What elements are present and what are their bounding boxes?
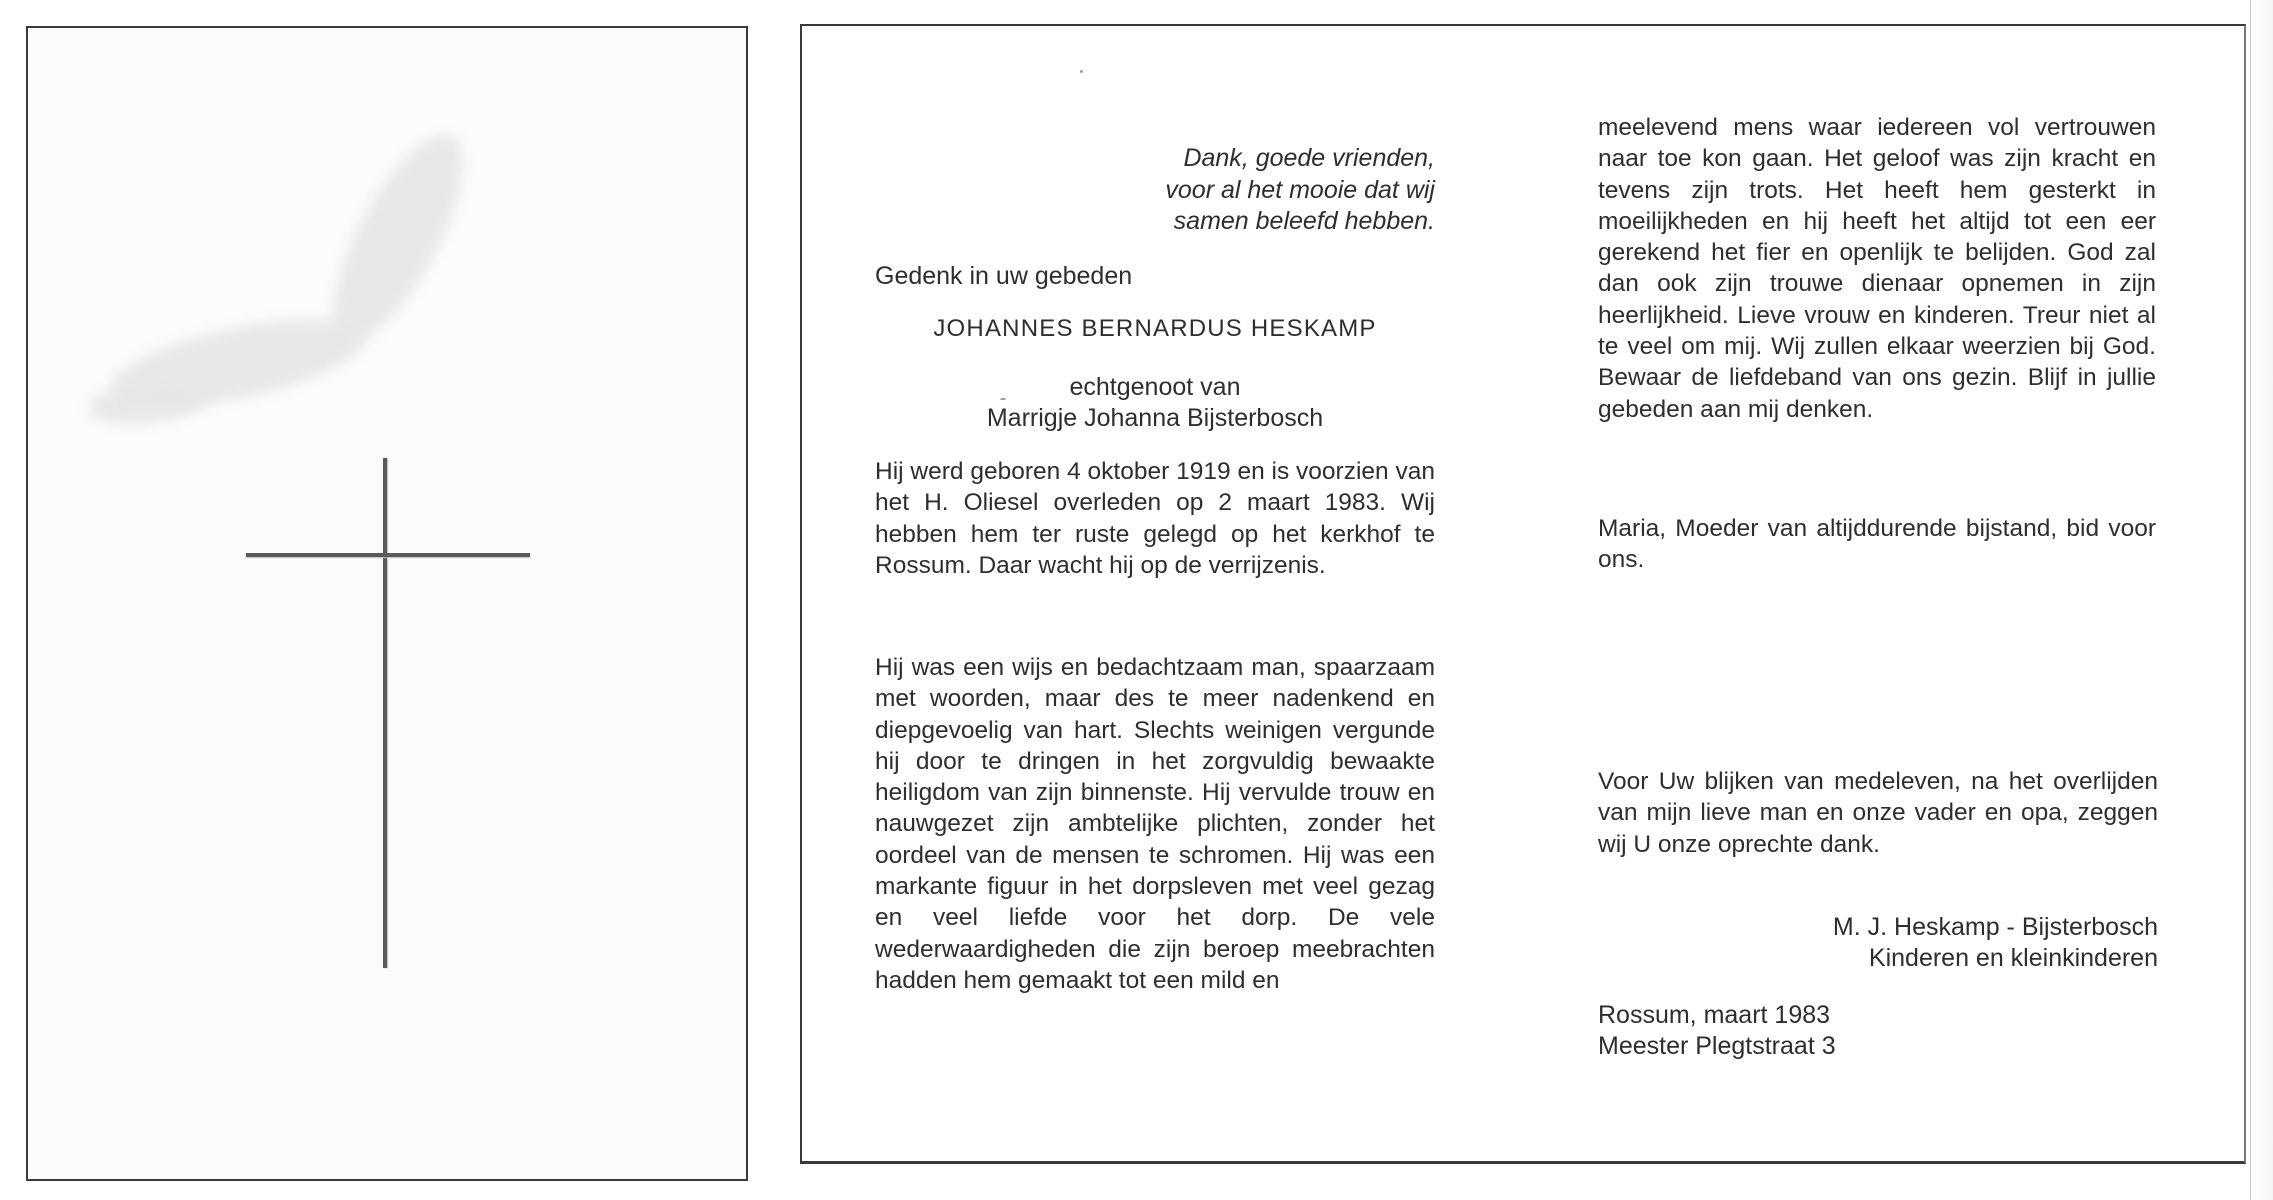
dove-tail-embossing: [86, 377, 210, 429]
card-edge-strip: [2250, 0, 2273, 1200]
place-date-address: Rossum, maart 1983 Meester Plegtstraat 3: [1598, 1001, 1836, 1060]
family-signature: M. J. Heskamp - Bijsterbosch Kinderen en kleinkinderen: [1832, 913, 2158, 972]
cross-icon-vertical-beam: [383, 458, 387, 968]
memorial-card-front: [26, 26, 748, 1181]
spouse-line: echtgenoot van Marrigje Johanna Bijsterbosch: [986, 373, 1324, 432]
prayer-paragraph: Maria, Moeder van altijddurende bijstand, bid voor ons.: [1598, 515, 2156, 574]
faith-paragraph: meelevend mens waar iedereen vol vertrouwen naar toe kon gaan. Het geloof was zijn kracht en tevens zijn trots. Het heeft hem gesterkt in moeilijkheden en hij heeft het altijd tot een eer gerekend het fier en openlijk te belijden. God zal dan ook zijn trouwe dienaar opnemen in zijn heerlijkheid. Lieve vrouw en kinderen. Treur niet al te veel om mij. Wij zullen elkaar weerzien bij God. Bewaar de liefdeband van ons gezin. Blijf in jullie gebeden aan mij denken.: [1598, 114, 2156, 423]
opening-quote: Dank, goede vrienden, voor al het mooie dat wij samen beleefd hebben.: [1165, 144, 1435, 235]
print-speck: [1080, 70, 1083, 73]
birth-death-paragraph: Hij werd geboren 4 oktober 1919 en is voorzien van het H. Oliesel overleden op 2 maart 1983. Wij hebben hem ter ruste gelegd op het kerkhof te Rossum. Daar wacht hij op de verrijzenis.: [875, 458, 1435, 579]
deceased-name: JOHANNES BERNARDUS HESKAMP: [933, 315, 1377, 342]
cross-icon-horizontal-beam: [246, 553, 530, 557]
thanks-paragraph: Voor Uw blijken van medeleven, na het overlijden van mijn lieve man en onze vader en opa, zeggen wij U onze oprechte dank.: [1598, 768, 2158, 858]
remember-line: Gedenk in uw gebeden: [875, 262, 1133, 290]
character-paragraph: Hij was een wijs en bedachtzaam man, spaarzaam met woorden, maar des te meer nadenkend en diepgevoelig van hart. Slechts weinigen vergunde hij door te dringen in het zorgvuldig bewaakte heiligdom van zijn binnenste. Hij vervulde trouw en nauwgezet zijn ambtelijke plichten, zonder het oordeel van de mensen te schromen. Hij was een markante figuur in het dorpsleven met veel gezag en veel liefde voor het dorp. De vele wederwaardigheden die zijn beroep meebrachten hadden hem gemaakt tot een mild en: [875, 654, 1435, 994]
